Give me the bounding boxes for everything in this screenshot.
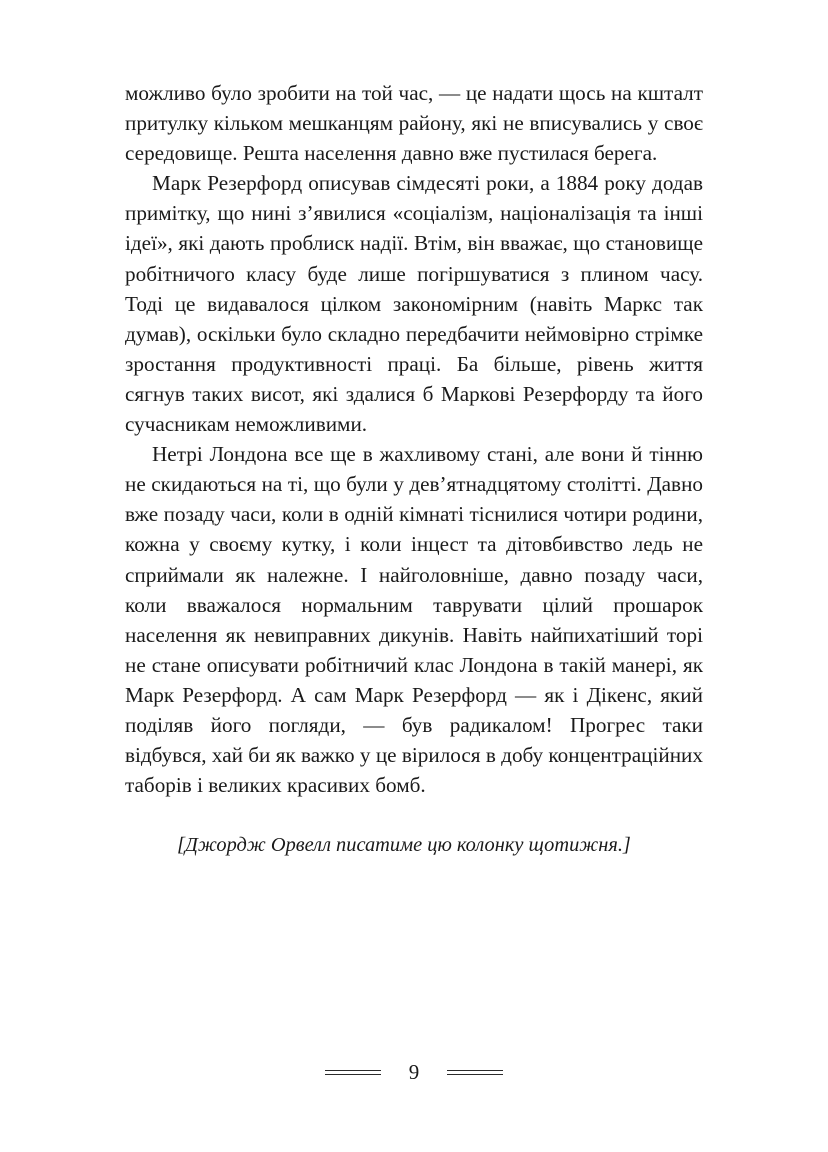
body-paragraph: Нетрі Лондона все ще в жахливому стані, але вони й тінню не скидаються на ті, що були у дев’ятнадцятому столітті. Давно вже позаду часи, коли в одній кімнаті тіснилися чотири родини, кожна у своєму кутку, і коли інцест та дітовбивство ледь не сприймали як належне. І найголовніше, давно позаду часи, коли вважалося нормальним таврувати цілий прошарок населення як невиправних дикунів. Навіть найпихатіший торі не стане описувати робітничий клас Лондона в такій манері, як Марк Резерфорд. А сам Марк Резерфорд — як і Дікенс, який поділяв його погляди, — був радикалом! Прогрес таки відбувся, хай би як важко у це вірилося в добу концентраційних таборів і великих красивих бомб.	[125, 442, 703, 798]
closing-note: [Джордж Орвелл писатиме цю колонку щотижня.]	[177, 834, 631, 857]
body-text-column	[125, 78, 703, 860]
footer-rule-right-icon	[447, 1070, 503, 1075]
body-paragraph: можливо було зробити на той час, — це надати щось на кшталт притулку кільком мешканцям району, які не вписувались у своє середовище. Решта населення давно вже пустилася берега.	[125, 81, 703, 166]
body-paragraph: Марк Резерфорд описував сімдесяті роки, а 1884 року додав примітку, що нині з’явилися «соціалізм, націоналізація та інші ідеї», які дають проблиск надії. Втім, він вважає, що становище робітничого класу буде лише погіршуватися з плином часу. Тоді це видавалося цілком закономірним (навіть Маркс так думав), оскільки було складно передбачити неймовірно стрімке зростання продуктивності праці. Ба більше, рівень життя сягнув таких висот, які здалися б Маркові Резерфорду та його сучасникам неможливими.	[125, 171, 703, 437]
page-number: 9	[408, 1060, 420, 1084]
page-footer	[0, 1062, 828, 1083]
footer-rule-left-icon	[325, 1070, 381, 1075]
